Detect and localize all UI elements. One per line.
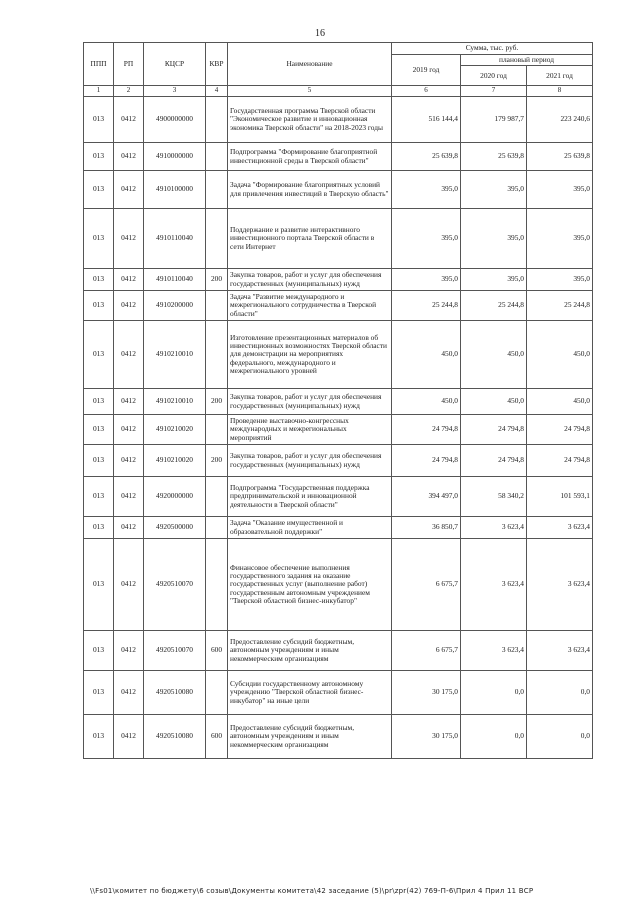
cell-name: Закупка товаров, работ и услуг для обеспечения государственных (муниципальных) нужд: [228, 389, 392, 415]
cell-ppp: 013: [84, 715, 114, 759]
table-row: [84, 445, 593, 477]
cell-rp: 0412: [114, 291, 144, 321]
cell-ppp: 013: [84, 209, 114, 269]
cell-amount-2019: 6 675,7: [392, 539, 461, 631]
table-row: [84, 321, 593, 389]
cell-kcsr: 4900000000: [144, 97, 206, 143]
header-sum-title: Сумма, тыс. руб.: [392, 43, 593, 55]
cell-rp: 0412: [114, 389, 144, 415]
table-body: [84, 97, 593, 759]
cell-kvr: 600: [206, 631, 228, 671]
cell-amount-2020: 24 794,8: [461, 445, 527, 477]
cell-amount-2019: 25 244,8: [392, 291, 461, 321]
cell-rp: 0412: [114, 445, 144, 477]
cell-kvr: [206, 415, 228, 445]
cell-amount-2019: 36 850,7: [392, 517, 461, 539]
header-year-2020: 2020 год: [461, 66, 527, 86]
cell-name: Подпрограмма "Формирование благоприятной инвестиционной среды в Тверской области": [228, 143, 392, 171]
cell-name: Закупка товаров, работ и услуг для обеспечения государственных (муниципальных) нужд: [228, 445, 392, 477]
cell-ppp: 013: [84, 477, 114, 517]
cell-kvr: 200: [206, 445, 228, 477]
index-cell: 7: [461, 86, 527, 97]
cell-amount-2019: 30 175,0: [392, 715, 461, 759]
table-row: [84, 291, 593, 321]
cell-amount-2019: 6 675,7: [392, 631, 461, 671]
cell-kvr: 200: [206, 269, 228, 291]
cell-ppp: 013: [84, 269, 114, 291]
cell-amount-2021: 3 623,4: [527, 539, 593, 631]
cell-rp: 0412: [114, 715, 144, 759]
cell-amount-2019: 24 794,8: [392, 415, 461, 445]
table-row: [84, 389, 593, 415]
cell-ppp: 013: [84, 539, 114, 631]
cell-kvr: [206, 517, 228, 539]
document-file-path: \\Fs01\комитет по бюджету\6 созыв\Документы комитета\42 заседание (5)\pr\zpr(42) 769-П-6\Прил 4 Прил 11 ВСР: [90, 887, 534, 895]
cell-kcsr: 4920510080: [144, 671, 206, 715]
cell-amount-2021: 450,0: [527, 321, 593, 389]
cell-rp: 0412: [114, 539, 144, 631]
cell-rp: 0412: [114, 631, 144, 671]
header-ppp: ППП: [84, 43, 114, 86]
index-cell: 8: [527, 86, 593, 97]
header-rp: РП: [114, 43, 144, 86]
index-cell: 2: [114, 86, 144, 97]
cell-name: Предоставление субсидий бюджетным, автономным учреждениям и иным некоммерческим организациям: [228, 631, 392, 671]
cell-amount-2021: 3 623,4: [527, 517, 593, 539]
cell-ppp: 013: [84, 291, 114, 321]
cell-amount-2020: 395,0: [461, 269, 527, 291]
table-row: [84, 171, 593, 209]
cell-amount-2021: 450,0: [527, 389, 593, 415]
cell-kvr: [206, 321, 228, 389]
header-planned-period: плановый период: [461, 55, 593, 66]
cell-amount-2019: 30 175,0: [392, 671, 461, 715]
cell-name: Закупка товаров, работ и услуг для обеспечения государственных (муниципальных) нужд: [228, 269, 392, 291]
cell-rp: 0412: [114, 97, 144, 143]
cell-name: Поддержание и развитие интерактивного инвестиционного портала Тверской области в сети Интернет: [228, 209, 392, 269]
cell-amount-2021: 24 794,8: [527, 415, 593, 445]
table-row: [84, 517, 593, 539]
index-cell: 3: [144, 86, 206, 97]
cell-rp: 0412: [114, 321, 144, 389]
cell-rp: 0412: [114, 269, 144, 291]
table-row: [84, 539, 593, 631]
cell-kvr: 200: [206, 389, 228, 415]
cell-amount-2021: 25 244,8: [527, 291, 593, 321]
cell-rp: 0412: [114, 143, 144, 171]
cell-kcsr: 4910200000: [144, 291, 206, 321]
cell-amount-2019: 24 794,8: [392, 445, 461, 477]
table-row: [84, 269, 593, 291]
cell-kvr: [206, 143, 228, 171]
cell-kvr: [206, 477, 228, 517]
cell-name: Задача "Оказание имущественной и образовательной поддержки": [228, 517, 392, 539]
cell-ppp: 013: [84, 415, 114, 445]
cell-name: Подпрограмма "Государственная поддержка предпринимательской и инновационной деятельности в Тверской области": [228, 477, 392, 517]
cell-amount-2019: 450,0: [392, 389, 461, 415]
cell-amount-2020: 58 340,2: [461, 477, 527, 517]
cell-ppp: 013: [84, 97, 114, 143]
cell-ppp: 013: [84, 517, 114, 539]
cell-kcsr: 4920500000: [144, 517, 206, 539]
cell-kcsr: 4910110040: [144, 269, 206, 291]
cell-name: Изготовление презентационных материалов об инвестиционных возможностях Тверской области для демонстрации на мероприятиях федерального, международного и межрегионального уровней: [228, 321, 392, 389]
table-row: [84, 97, 593, 143]
cell-name: Предоставление субсидий бюджетным, автономным учреждениям и иным некоммерческим организациям: [228, 715, 392, 759]
index-cell: 6: [392, 86, 461, 97]
cell-rp: 0412: [114, 671, 144, 715]
index-row: [84, 86, 593, 97]
cell-amount-2020: 25 639,8: [461, 143, 527, 171]
cell-ppp: 013: [84, 631, 114, 671]
cell-amount-2019: 516 144,4: [392, 97, 461, 143]
table-row: [84, 715, 593, 759]
cell-kvr: [206, 171, 228, 209]
cell-kvr: [206, 671, 228, 715]
cell-kvr: [206, 209, 228, 269]
header-year-2019: 2019 год: [392, 55, 461, 86]
cell-name: Задача "Развитие международного и межрегионального сотрудничества в Тверской области": [228, 291, 392, 321]
cell-amount-2020: 3 623,4: [461, 517, 527, 539]
cell-ppp: 013: [84, 143, 114, 171]
cell-kcsr: 4920510080: [144, 715, 206, 759]
cell-ppp: 013: [84, 321, 114, 389]
cell-amount-2020: 3 623,4: [461, 539, 527, 631]
header-kcsr: КЦСР: [144, 43, 206, 86]
cell-amount-2019: 394 497,0: [392, 477, 461, 517]
cell-kcsr: 4910210010: [144, 321, 206, 389]
cell-amount-2020: 0,0: [461, 671, 527, 715]
cell-amount-2020: 450,0: [461, 321, 527, 389]
cell-amount-2019: 395,0: [392, 171, 461, 209]
cell-ppp: 013: [84, 445, 114, 477]
cell-amount-2020: 0,0: [461, 715, 527, 759]
cell-kvr: 600: [206, 715, 228, 759]
cell-amount-2020: 3 623,4: [461, 631, 527, 671]
cell-amount-2020: 395,0: [461, 171, 527, 209]
cell-amount-2021: 101 593,1: [527, 477, 593, 517]
cell-name: Субсидии государственному автономному учреждению "Тверской областной бизнес-инкубатор" на иные цели: [228, 671, 392, 715]
table-row: [84, 415, 593, 445]
cell-ppp: 013: [84, 171, 114, 209]
cell-amount-2021: 395,0: [527, 209, 593, 269]
table-row: [84, 143, 593, 171]
cell-amount-2021: 25 639,8: [527, 143, 593, 171]
cell-rp: 0412: [114, 517, 144, 539]
cell-kcsr: 4910110040: [144, 209, 206, 269]
cell-amount-2020: 450,0: [461, 389, 527, 415]
cell-amount-2020: 395,0: [461, 209, 527, 269]
table-row: [84, 477, 593, 517]
page-number: 16: [315, 28, 325, 39]
cell-amount-2021: 3 623,4: [527, 631, 593, 671]
cell-rp: 0412: [114, 209, 144, 269]
cell-name: Финансовое обеспечение выполнения государственного задания на оказание государственных услуг (выполнение работ) государственным автономным учреждением "Тверской областной бизнес-инкубатор": [228, 539, 392, 631]
table-row: [84, 671, 593, 715]
cell-amount-2021: 395,0: [527, 171, 593, 209]
cell-amount-2019: 450,0: [392, 321, 461, 389]
table-header: [84, 43, 593, 97]
cell-kvr: [206, 539, 228, 631]
cell-amount-2021: 0,0: [527, 671, 593, 715]
index-cell: 1: [84, 86, 114, 97]
cell-kvr: [206, 97, 228, 143]
cell-kcsr: 4910100000: [144, 171, 206, 209]
cell-rp: 0412: [114, 171, 144, 209]
cell-amount-2019: 395,0: [392, 209, 461, 269]
cell-kcsr: 4910210020: [144, 415, 206, 445]
cell-amount-2021: 395,0: [527, 269, 593, 291]
cell-kcsr: 4910210010: [144, 389, 206, 415]
budget-table: [83, 42, 593, 759]
cell-amount-2020: 179 987,7: [461, 97, 527, 143]
cell-kcsr: 4920000000: [144, 477, 206, 517]
cell-kcsr: 4920510070: [144, 539, 206, 631]
cell-amount-2021: 0,0: [527, 715, 593, 759]
cell-amount-2019: 25 639,8: [392, 143, 461, 171]
cell-kvr: [206, 291, 228, 321]
table-row: [84, 631, 593, 671]
cell-amount-2021: 223 240,6: [527, 97, 593, 143]
cell-amount-2020: 24 794,8: [461, 415, 527, 445]
index-cell: 4: [206, 86, 228, 97]
cell-kcsr: 4910000000: [144, 143, 206, 171]
cell-kcsr: 4920510070: [144, 631, 206, 671]
header-kvr: КВР: [206, 43, 228, 86]
cell-rp: 0412: [114, 477, 144, 517]
header-year-2021: 2021 год: [527, 66, 593, 86]
table-row: [84, 209, 593, 269]
header-name: Наименование: [228, 43, 392, 86]
cell-rp: 0412: [114, 415, 144, 445]
cell-kcsr: 4910210020: [144, 445, 206, 477]
cell-name: Государственная программа Тверской области "Экономическое развитие и инновационная экономика Тверской области" на 2018-2023 годы: [228, 97, 392, 143]
cell-name: Проведение выставочно-конгрессных международных и межрегиональных мероприятий: [228, 415, 392, 445]
cell-amount-2019: 395,0: [392, 269, 461, 291]
cell-name: Задача "Формирование благоприятных условий для привлечения инвестиций в Тверскую область": [228, 171, 392, 209]
cell-amount-2021: 24 794,8: [527, 445, 593, 477]
cell-ppp: 013: [84, 671, 114, 715]
cell-ppp: 013: [84, 389, 114, 415]
index-cell: 5: [228, 86, 392, 97]
cell-amount-2020: 25 244,8: [461, 291, 527, 321]
